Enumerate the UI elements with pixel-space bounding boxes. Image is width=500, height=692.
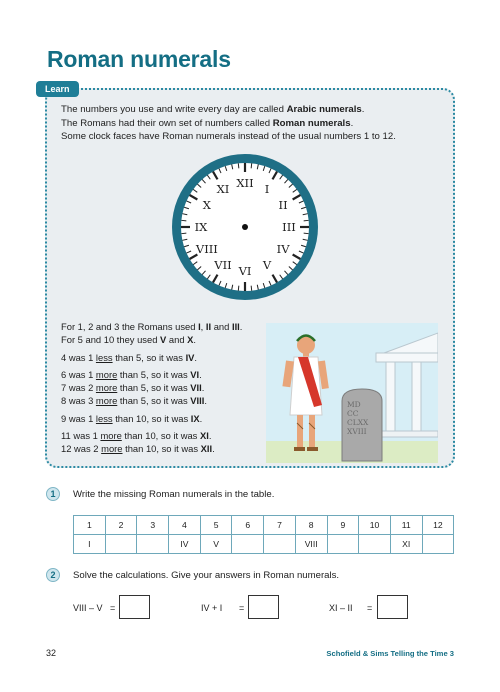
clock-tick [304,220,309,221]
clock-numeral: XI [216,181,230,196]
intro-line: The Romans had their own set of numbers called Roman numerals. [61,117,354,129]
clock-tick [181,220,186,221]
question-2-text: Solve the calculations. Give your answers in Roman numerals. [73,570,340,581]
clock-numeral: IV [276,242,290,256]
question-1-number: 1 [46,487,60,501]
calc-1-equals: = [110,603,116,613]
clock-numeral: XII [236,176,254,190]
calc-3-expression: XI – II [329,603,353,613]
intro-line: Some clock faces have Roman numerals instead of the usual numbers 1 to 12. [61,131,396,142]
clock-tick [304,233,309,234]
question-1-text: Write the missing Roman numerals in the table. [73,489,275,500]
book-title: Schofield & Sims Telling the Time 3 [326,649,454,658]
arabic-cell: 12 [422,516,454,535]
intro-line: The numbers you use and write every day are called Arabic numerals. [61,104,365,115]
calc-3-equals: = [367,603,373,613]
roman-cell: I [74,535,106,554]
calc-1-answer-box[interactable] [119,595,150,619]
arabic-cell: 5 [200,516,232,535]
roman-answer-cell[interactable] [232,535,264,554]
roman-cell: XI [390,535,422,554]
stone-tablet-icon [342,389,382,461]
clock-tick [251,286,252,291]
clock-numeral: VII [214,258,232,273]
roman-numeral-table [73,515,454,554]
arabic-cell: 8 [295,516,327,535]
clock-tick [238,163,239,168]
rule-line: 6 was 1 more than 5, so it was VI. [61,368,202,380]
question-2-number: 2 [46,568,60,582]
arabic-cell: 1 [74,516,106,535]
clock-numeral: VIII [195,242,218,256]
roman-answer-cell[interactable] [264,535,296,554]
roman-answer-cell[interactable] [359,535,391,554]
rule-line: 4 was 1 less than 5, so it was IV. [61,351,198,363]
roman-answer-cell[interactable] [327,535,359,554]
roman-row [74,535,454,554]
calc-3-answer-box[interactable] [377,595,408,619]
roman-cell: VIII [295,535,327,554]
arabic-cell: 9 [327,516,359,535]
intro-text [61,103,451,144]
rule-line: For 5 and 10 they used V and X. [61,334,197,346]
rule-line: 12 was 2 more than 10, so it was XII. [61,443,215,455]
arabic-cell: 11 [390,516,422,535]
clock-numeral: II [278,198,288,212]
rules-list [61,320,242,456]
calc-2-expression: IV + I [201,603,223,613]
roman-scene-illustration [266,323,438,463]
roman-clock [171,153,319,301]
clock-numeral: X [202,198,211,212]
clock-numeral: V [262,258,272,273]
rule-line: 7 was 2 more than 5, so it was VII. [61,382,205,394]
rule-line: For 1, 2 and 3 the Romans used I, II and III. [61,321,243,332]
tablet-line: CLXX [347,418,369,427]
clock-numeral: IX [194,220,208,234]
clock-tick [251,163,252,168]
learn-label: Learn [36,81,79,97]
clock-numeral: III [282,220,296,234]
clock-numeral: VI [238,264,252,278]
rule-line: 11 was 1 more than 10, so it was XI. [61,430,212,442]
arabic-cell: 2 [105,516,137,535]
arabic-cell: 10 [359,516,391,535]
arabic-cell: 6 [232,516,264,535]
roman-answer-cell[interactable] [422,535,454,554]
roman-answer-cell[interactable] [105,535,137,554]
tablet-line: XVIII [347,427,367,436]
clock-tick [181,233,186,234]
roman-cell: IV [169,535,201,554]
page-title: Roman numerals [47,46,231,72]
calc-2-answer-box[interactable] [248,595,279,619]
clock-numeral: I [264,181,270,196]
roman-cell: V [200,535,232,554]
calc-2-equals: = [239,603,245,613]
arabic-cell: 3 [137,516,169,535]
clock-tick [238,286,239,291]
arabic-row [74,516,454,535]
rule-line: 8 was 3 more than 5, so it was VIII. [61,395,207,407]
clock-center [242,224,248,230]
tablet-line: CC [347,409,359,418]
arabic-cell: 7 [264,516,296,535]
page-number: 32 [46,648,57,658]
rule-line: 9 was 1 less than 10, so it was IX. [61,412,203,424]
tablet-line: MD [347,400,361,409]
roman-answer-cell[interactable] [137,535,169,554]
calc-1-expression: VIII – V [73,603,103,613]
arabic-cell: 4 [169,516,201,535]
